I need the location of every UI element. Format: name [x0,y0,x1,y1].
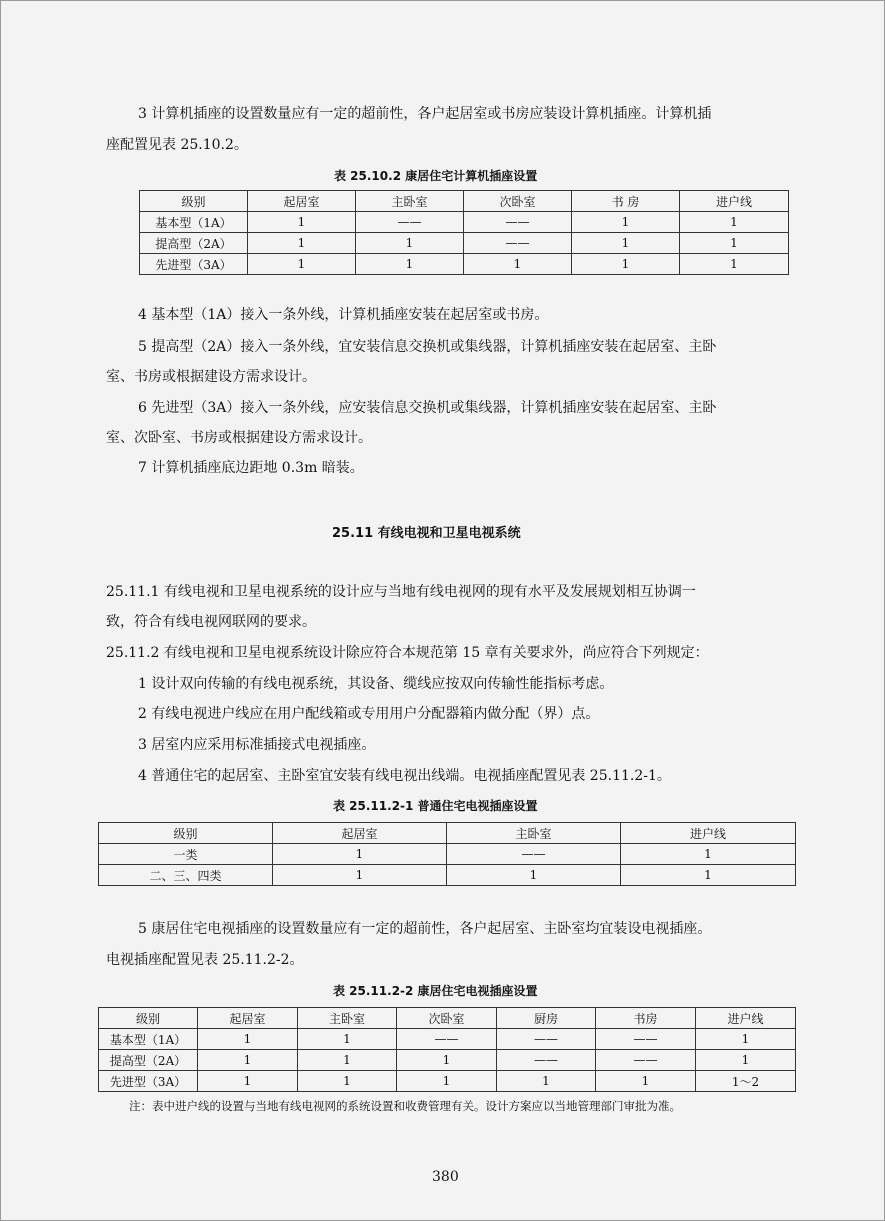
table1-caption: 表 25.10.2 康居住宅计算机插座设置 [334,169,538,183]
table-cell: —— [397,1029,497,1050]
table-cell: 1 [397,1071,497,1092]
table-cell: 1 [497,1071,596,1092]
sub-item-1: 1 设计双向传输的有线电视系统，其设备、缆线应按双向传输性能指标考虑。 [138,676,614,692]
table-header-cell: 起居室 [248,191,356,212]
table-header-row [99,823,796,844]
table-cell: 1 [298,1029,397,1050]
table-cell: 基本型（1A） [99,1029,198,1050]
table-cell: —— [464,212,572,233]
table-header-cell: 书 房 [572,191,680,212]
table-cell: 1 [198,1071,298,1092]
table-row [140,212,789,233]
page-number: 380 [432,1169,459,1185]
item-7: 7 计算机插座底边距地 0.3m 暗装。 [138,460,364,476]
table-cell: 1 [696,1029,796,1050]
table-row [99,844,796,865]
table-header-cell: 进户线 [680,191,789,212]
table-cell: 1 [198,1029,298,1050]
table-cell: 1 [298,1071,397,1092]
item-3-line1: 3 计算机插座的设置数量应有一定的超前性，各户起居室或书房应装设计算机插座。计算机插 [138,106,712,122]
table-cell: 1 [248,254,356,275]
sub-item-4: 4 普通住宅的起居室、主卧室宜安装有线电视出线端。电视插座配置见表 25.11.2-1。 [138,768,671,784]
table-row [140,233,789,254]
table-cell: 1 [572,254,680,275]
table-header-cell: 主卧室 [447,823,621,844]
item-3-line2: 座配置见表 25.10.2。 [106,137,248,153]
table-cell: 1 [680,212,789,233]
table-cell: 二、三、四类 [99,865,273,886]
table-cell: 1 [696,1050,796,1071]
table3 [98,1007,796,1092]
table-cell: 先进型（3A） [140,254,248,275]
table-header-cell: 次卧室 [397,1008,497,1029]
table-row [99,1050,796,1071]
clause-25-11-2: 25.11.2 有线电视和卫星电视系统设计除应符合本规范第 15 章有关要求外，尚应符合下列规定： [106,645,709,661]
table-cell: —— [447,844,621,865]
table-cell: 1 [356,233,464,254]
table-cell: 先进型（3A） [99,1071,198,1092]
table-cell: 1 [248,212,356,233]
table-cell: 1 [273,844,447,865]
table-cell: 1 [356,254,464,275]
table-cell: 1 [572,212,680,233]
sub-item-5-line1: 5 康居住宅电视插座的设置数量应有一定的超前性，各户起居室、主卧室均宜装设电视插座。 [138,921,712,937]
table-note: 注：表中进户线的设置与当地有线电视网的系统设置和收费管理有关。设计方案应以当地管理部门审批为准。 [129,1099,681,1113]
table-cell: 1 [198,1050,298,1071]
table-header-row [99,1008,796,1029]
sub-item-5-line2: 电视插座配置见表 25.11.2-2。 [106,952,304,968]
item-6-line2: 室、次卧室、书房或根据建设方需求设计。 [106,430,372,446]
table3-caption: 表 25.11.2-2 康居住宅电视插座设置 [333,984,538,998]
table-cell: 1 [621,865,796,886]
table-cell: 基本型（1A） [140,212,248,233]
table-header-cell: 厨房 [497,1008,596,1029]
table1 [139,190,789,275]
table-cell: 1 [596,1071,696,1092]
table-cell: 1 [298,1050,397,1071]
table-cell: 1 [680,254,789,275]
item-5-line2: 室、书房或根据建设方需求设计。 [106,369,316,385]
table-header-cell: 进户线 [621,823,796,844]
table-cell: —— [464,233,572,254]
item-4: 4 基本型（1A）接入一条外线，计算机插座安装在起居室或书房。 [138,307,549,323]
table-header-cell: 主卧室 [356,191,464,212]
table-header-cell: 起居室 [273,823,447,844]
table-cell: —— [356,212,464,233]
table-cell: —— [497,1050,596,1071]
table-row [99,865,796,886]
table-cell: —— [596,1050,696,1071]
table-row [140,254,789,275]
table-row [99,1029,796,1050]
sub-item-2: 2 有线电视进户线应在用户配线箱或专用用户分配器箱内做分配（界）点。 [138,706,600,722]
item-6-line1: 6 先进型（3A）接入一条外线，应安装信息交换机或集线器，计算机插座安装在起居室、主卧 [138,400,717,416]
table-cell: 1 [464,254,572,275]
table-cell: 提高型（2A） [140,233,248,254]
table-header-row [140,191,789,212]
table-cell: 1 [447,865,621,886]
table-cell: 1 [680,233,789,254]
table-header-cell: 次卧室 [464,191,572,212]
table-cell: 1 [397,1050,497,1071]
table-row [99,1071,796,1092]
clause-25-11-1-line1: 25.11.1 有线电视和卫星电视系统的设计应与当地有线电视网的现有水平及发展规划相互协调一 [106,584,696,600]
table-cell: 1 [621,844,796,865]
table2-caption: 表 25.11.2-1 普通住宅电视插座设置 [333,799,538,813]
section-heading: 25.11 有线电视和卫星电视系统 [332,526,521,541]
table-cell: —— [596,1029,696,1050]
table-cell: 1～2 [696,1071,796,1092]
table-cell: 1 [572,233,680,254]
table-header-cell: 起居室 [198,1008,298,1029]
table-header-cell: 级别 [140,191,248,212]
table-header-cell: 主卧室 [298,1008,397,1029]
table2 [98,822,796,886]
table-header-cell: 书房 [596,1008,696,1029]
sub-item-3: 3 居室内应采用标准插接式电视插座。 [138,737,376,753]
table-cell: 一类 [99,844,273,865]
item-5-line1: 5 提高型（2A）接入一条外线，宜安装信息交换机或集线器，计算机插座安装在起居室、主卧 [138,339,717,355]
table-header-cell: 级别 [99,823,273,844]
table-header-cell: 进户线 [696,1008,796,1029]
table-header-cell: 级别 [99,1008,198,1029]
table-cell: 1 [273,865,447,886]
clause-25-11-1-line2: 致，符合有线电视网联网的要求。 [106,614,316,630]
table-cell: —— [497,1029,596,1050]
table-cell: 1 [248,233,356,254]
table-cell: 提高型（2A） [99,1050,198,1071]
